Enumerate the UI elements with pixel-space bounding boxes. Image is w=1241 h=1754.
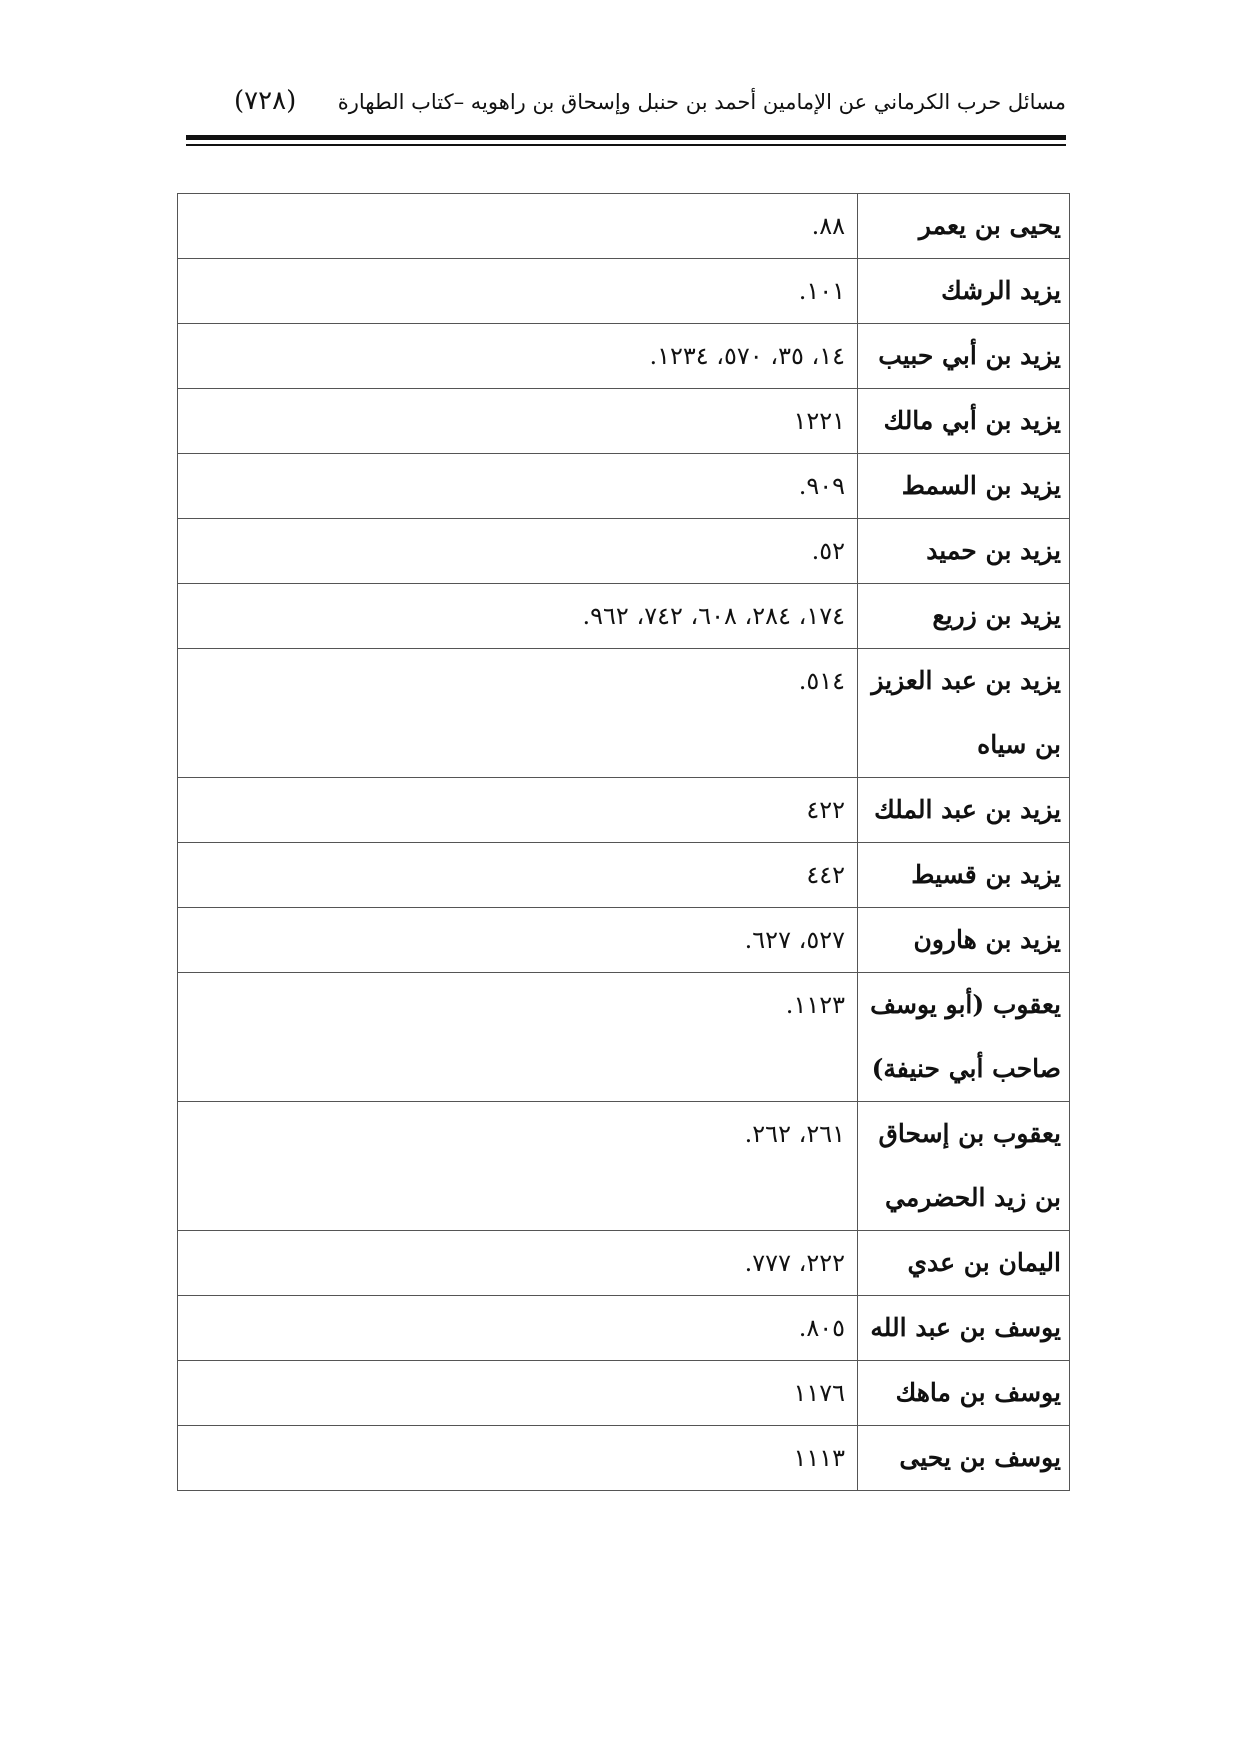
reference-numbers: ١٧٤، ٢٨٤، ٦٠٨، ٧٤٢، ٩٦٢. bbox=[178, 584, 858, 649]
person-name: يوسف بن عبد الله bbox=[858, 1296, 1070, 1361]
person-name: يحيى بن يعمر bbox=[858, 194, 1070, 259]
table-row bbox=[178, 389, 1070, 454]
page-header bbox=[186, 86, 1066, 126]
person-name: يزيد بن حميد bbox=[858, 519, 1070, 584]
table-row bbox=[178, 908, 1070, 973]
person-name: يزيد بن السمط bbox=[858, 454, 1070, 519]
table-row bbox=[178, 1231, 1070, 1296]
table-row bbox=[178, 259, 1070, 324]
person-name: يعقوب بن إسحاق بن زيد الحضرمي bbox=[858, 1102, 1070, 1231]
person-name: يزيد بن قسيط bbox=[858, 843, 1070, 908]
person-name: يزيد بن أبي مالك bbox=[858, 389, 1070, 454]
reference-numbers: ٨٠٥. bbox=[178, 1296, 858, 1361]
person-name: يوسف بن ماهك bbox=[858, 1361, 1070, 1426]
person-name: اليمان بن عدي bbox=[858, 1231, 1070, 1296]
person-name: يزيد بن عبد العزيز بن سياه bbox=[858, 649, 1070, 778]
page-number: (٧٢٨) bbox=[234, 86, 297, 116]
person-name: يزيد الرشك bbox=[858, 259, 1070, 324]
table-row bbox=[178, 1361, 1070, 1426]
reference-numbers: ٢٢٢، ٧٧٧. bbox=[178, 1231, 858, 1296]
table-row bbox=[178, 1426, 1070, 1491]
reference-numbers: ٥٢٧، ٦٢٧. bbox=[178, 908, 858, 973]
table-row bbox=[178, 649, 1070, 778]
table-row bbox=[178, 843, 1070, 908]
reference-numbers: ١٢٢١ bbox=[178, 389, 858, 454]
person-name: يوسف بن يحيى bbox=[858, 1426, 1070, 1491]
running-title: مسائل حرب الكرماني عن الإمامين أحمد بن حنبل وإسحاق بن راهويه –كتاب الطهارة bbox=[337, 90, 1066, 114]
reference-numbers: ١٤، ٣٥، ٥٧٠، ١٢٣٤. bbox=[178, 324, 858, 389]
table-row bbox=[178, 454, 1070, 519]
person-name: يزيد بن هارون bbox=[858, 908, 1070, 973]
reference-numbers: ١١٢٣. bbox=[178, 973, 858, 1102]
table-row bbox=[178, 1102, 1070, 1231]
person-name: يزيد بن زريع bbox=[858, 584, 1070, 649]
index-table bbox=[177, 193, 1070, 1491]
table-row bbox=[178, 194, 1070, 259]
table-row bbox=[178, 584, 1070, 649]
reference-numbers: ٤٢٢ bbox=[178, 778, 858, 843]
reference-numbers: ٥١٤. bbox=[178, 649, 858, 778]
reference-numbers: ٩٠٩. bbox=[178, 454, 858, 519]
header-rule-thick bbox=[186, 135, 1066, 140]
reference-numbers: ١١١٣ bbox=[178, 1426, 858, 1491]
reference-numbers: ٤٤٢ bbox=[178, 843, 858, 908]
person-name: يزيد بن أبي حبيب bbox=[858, 324, 1070, 389]
person-name: يعقوب (أبو يوسف صاحب أبي حنيفة) bbox=[858, 973, 1070, 1102]
table-row bbox=[178, 519, 1070, 584]
reference-numbers: ١٠١. bbox=[178, 259, 858, 324]
table-row bbox=[178, 778, 1070, 843]
reference-numbers: ١١٧٦ bbox=[178, 1361, 858, 1426]
reference-numbers: ٥٢. bbox=[178, 519, 858, 584]
person-name: يزيد بن عبد الملك bbox=[858, 778, 1070, 843]
table-row bbox=[178, 973, 1070, 1102]
table-row bbox=[178, 324, 1070, 389]
table-row bbox=[178, 1296, 1070, 1361]
reference-numbers: ٨٨. bbox=[178, 194, 858, 259]
header-rule-thin bbox=[186, 144, 1066, 146]
reference-numbers: ٢٦١، ٢٦٢. bbox=[178, 1102, 858, 1231]
